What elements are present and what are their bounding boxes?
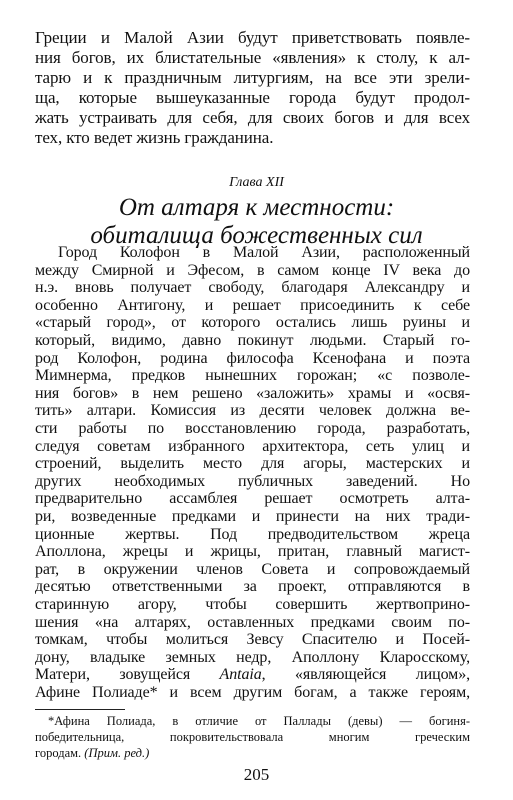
text-line: ния богов» в нем решено «заложить» храмы и «освя- [35, 384, 470, 402]
text-line: Город Колофон в Малой Азии, расположенный [58, 244, 470, 261]
text-line: ния богов, их блистательные «явления» к столу, к ал- [35, 48, 470, 67]
text-line: тех, кто ведет жизнь гражданина. [35, 128, 274, 147]
text-line: других необходимых публичных заведений. Но [35, 472, 470, 490]
editor-note: (Прим. ред.) [84, 746, 150, 760]
chapter-title-line-2: обиталища божественных сил [90, 222, 423, 249]
text-line: ща, которые вышеуказанные города будут продол- [35, 88, 470, 107]
text-line: который, видимо, давно покинут людьми. Старый го- [35, 332, 470, 349]
text-line: предварительно ассамблея решает осмотреть алта- [35, 490, 470, 508]
text-line: дону, владыке земных недр, Аполлону Кларосскому, [35, 648, 470, 666]
text-line: десятью ответственными за проект, отправляются в [35, 578, 470, 596]
emphasis-word: Antaia [219, 666, 262, 684]
footnote-line: *Афина Полиада, в отличие от Паллады (девы) — богиня- [48, 714, 470, 728]
text-line: Афине Полиаде* и всем другим богам, а также героям, [35, 684, 470, 701]
footnote-line: победительница, покровительствовала многим греческим [35, 730, 470, 744]
text-line: следуя советам избранного архитектора, сеть улиц и [35, 437, 470, 455]
text-line: Греции и Малой Азии будут приветствовать появле- [35, 28, 470, 47]
text-line: старинную агору, чтобы совершить жертвоприно- [35, 596, 470, 613]
text-line: Мимнерма, предков нынешних горожан; «с позволе- [35, 367, 470, 385]
text-line: строений, выделить место для агоры, мастерских и [35, 455, 470, 473]
text-line: шения «на алтарях, оставленных предками своим по- [35, 613, 470, 631]
text-line: Матери, зовущейся Antaia, «являющейся лицом», [35, 666, 470, 684]
text-line: ри, возведенные предками и принести на них тради- [35, 508, 470, 525]
text-line: рат, в окружении членов Совета и сопровождаемый [35, 560, 470, 578]
text-line: ционные жертвы. Под предводительством жреца [35, 525, 470, 543]
text-line: сти работы по восстановлению города, разработать, [35, 420, 470, 437]
footnote-rule [35, 709, 125, 710]
text-line: тить» алтари. Комиссия из десяти человек должна ве- [35, 402, 470, 420]
text-line: тарю и к праздничным литургиям, на все эти зрели- [35, 68, 470, 87]
page-number: 205 [243, 765, 270, 784]
text-line: «старый город», от которого остались лишь руины и [35, 314, 470, 332]
text-line: жать устраивать для себя, для своих богов и для всех [35, 108, 470, 127]
text-line: н.э. вновь получает свободу, благодаря Александру и [35, 279, 470, 297]
text-line: род Колофон, родина философа Ксенофана и поэта [35, 349, 470, 367]
chapter-title-line-1: От алтаря к местности: [118, 194, 395, 221]
text-line: между Смирной и Эфесом, в самом конце IV века до [35, 261, 470, 279]
chapter-label: Глава XII [229, 175, 284, 190]
text-line: томкам, чтобы молиться Зевсу Спасителю и Посей- [35, 631, 470, 649]
text-line: особенно Антигону, и решает присоединить к себе [35, 296, 470, 314]
footnote-line: городам. (Прим. ред.) [35, 746, 150, 760]
text-line: Аполлона, жрецы и жрицы, притан, главный магист- [35, 543, 470, 561]
